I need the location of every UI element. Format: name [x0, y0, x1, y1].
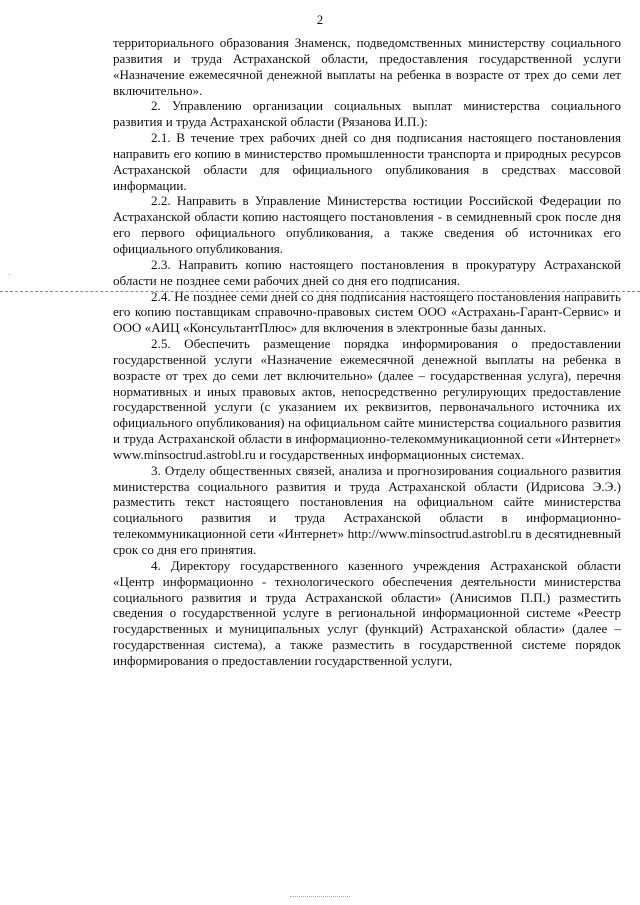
scan-margin-mark: · — [8, 270, 12, 281]
paragraph-item-2-4: 2.4. Не позднее семи дней со дня подписания настоящего постановления направить его копию поставщикам справочно-правовых систем ООО «Астрахань-Гарант-Сервис» и ООО «АИЦ «КонсультантПлюс» для включения в электронные базы данных. — [113, 288, 621, 336]
paragraph-item-3: 3. Отделу общественных связей, анализа и прогнозирования социального развития министерства социального развития и труда Астраханской области (Идрисова Э.Э.) разместить текст настоящего постановления на официальном сайте министерства социального развития и труда Астраханской области в информационно-телекоммуникационной сети «Интернет» http://www.minsoctrud.astrobl.ru в десятидневный срок со дня его принятия. — [113, 462, 621, 557]
paragraph-item-2-2: 2.2. Направить в Управление Министерства юстиции Российской Федерации по Астраханской области копию настоящего постановления - в семидневный срок после дня его первого официального опубликования, а также сведения об источниках его официального опубликования. — [113, 193, 621, 256]
paragraph-item-4: 4. Директору государственного казенного учреждения Астраханской области «Центр информационно - технологического обеспечения деятельности министерства социального развития и труда Астраханской области» (Анисимов П.П.) разместить сведения о государственной услуге в региональной информационной системе «Реестр государственных и муниципальных услуг (функций) Астраханской области» (далее – государственная система), а также разместить в государственной системе порядок информирования о предоставлении государственной услуги, — [113, 557, 621, 668]
paragraph-item-2-5: 2.5. Обеспечить размещение порядка информирования о предоставлении государственной услуги «Назначение ежемесячной денежной выплаты на ребенка в возрасте от трех до семи лет включительно» (далее – государственная услуга), перечня нормативных и иных правовых актов, непосредственно регулирующих предоставление государственной услуги (с указанием их реквизитов, первоначального источника их официального опубликования) на официальном сайте министерства социального развития и труда Астраханской области в информационно-телекоммуникационной сети «Интернет» www.minsoctrud.astrobl.ru и государственных информационных системах. — [113, 336, 621, 462]
document-body — [113, 35, 621, 669]
paragraph-item-2-1: 2.1. В течение трех рабочих дней со дня подписания настоящего постановления направить его копию в министерство промышленности транспорта и природных ресурсов Астраханской области для официального опубликования в средствах массовой информации. — [113, 130, 621, 193]
paragraph-item-2-3: 2.3. Направить копию настоящего постановления в прокуратуру Астраханской области не позднее семи рабочих дней со дня его подписания. — [113, 256, 621, 288]
page-number: 2 — [316, 12, 324, 27]
paragraph-continuation: территориального образования Знаменск, подведомственных министерству социального развития и труда Астраханской области, предоставления государственной услуги «Назначение ежемесячной денежной выплаты на ребенка в возрасте от трех до семи лет включительно». — [113, 35, 621, 98]
scan-bottom-mark — [290, 896, 350, 897]
paragraph-item-2: 2. Управлению организации социальных выплат министерства социального развития и труда Астраханской области (Рязанова И.П.): — [113, 98, 621, 130]
